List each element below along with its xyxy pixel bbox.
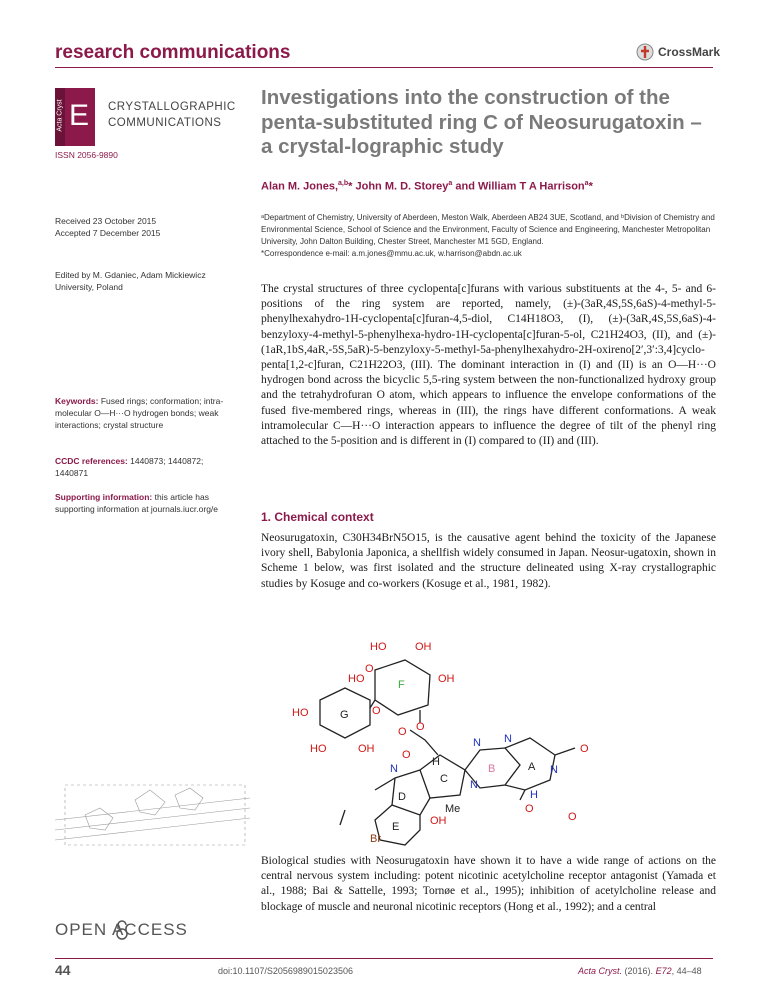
scheme-label-o5: O <box>580 743 589 755</box>
scheme-label-o8: O <box>568 811 577 823</box>
scheme-label-n4: N <box>390 763 398 775</box>
keywords-text: Fused rings; conformation; intra-molecular O—H···O hydrogen bonds; weak interactions; crystal structure <box>55 396 224 430</box>
crystal-packing-figure <box>55 780 250 850</box>
scheme-label-h1: H <box>432 756 440 768</box>
scheme-label-n1: N <box>473 737 481 749</box>
scheme-label-n5: N <box>470 779 478 791</box>
header-rule <box>55 67 713 68</box>
authors <box>261 180 593 193</box>
scheme-label-oh2: OH <box>438 673 455 685</box>
edited-by: Edited by M. Gdaniec, Adam Mickiewicz University, Poland <box>55 270 206 292</box>
crossmark-icon <box>636 43 654 61</box>
journal-name-line2: COMMUNICATIONS <box>108 117 222 129</box>
journal-name-line1: CRYSTALLOGRAPHIC <box>108 101 236 113</box>
scheme-label-ho1: HO <box>370 641 387 653</box>
abstract: The crystal structures of three cyclopenta[c]furans with various substituents at the 4-, 5- and 6-positions of the ring system are reported, namely, (±)-(3aR,4S,5S,6aS)-4-methyl-5-phenylhexahydro-1H-cyclopenta[c]furan-4,5-diol, C14H18O3, (I), (±)-(3aR,4S,5S,6aS)-4-benzyloxy-4-methyl-5-phenylhexa-hydro-1H-cyclopenta[c]furan-5-ol, C21H24O3, (II), and (±)-(1aR,1bS,4aR,-5S,5aR)-5-benzyloxy-5-methyl-5a-phenylhexahydro-2H-oxireno[2′,3′:3,4]cyclo-penta[1,2-c]furan, C21H22O3, (III). The dominant interaction in (I) and (II) is an O—H···O hydrogen bond across the bicyclic 5,5-ring system between the non-functionalized hydroxy group and the tetrahydrofuran O atom, which appears to influence the envelope conformations of the fused five-membered rings, whereas in (III), the rings have different conformations. A weak intramolecular C—H···O interaction appears to influence the degree of tilt of the phenyl ring attached to the 5-position and is different in (I) compared to (II) and (III). <box>261 283 716 448</box>
keywords-label: Keywords: <box>55 396 99 406</box>
scheme-label-n2: N <box>504 733 512 745</box>
scheme-label-br: Br <box>370 833 381 845</box>
keywords <box>55 395 225 431</box>
open-access-badge <box>55 920 188 940</box>
chemical-scheme <box>280 630 610 850</box>
scheme-ring-f: F <box>398 679 405 691</box>
scheme-label-ho4: HO <box>310 743 327 755</box>
logo-letter: E <box>69 99 90 132</box>
section-heading: 1. Chemical context <box>261 510 374 524</box>
scheme-label-oh1: OH <box>415 641 432 653</box>
scheme-label-me: Me <box>445 803 461 815</box>
scheme-label-o6: O <box>525 803 534 815</box>
journal-name <box>108 99 236 131</box>
scheme-ring-a: A <box>528 761 536 773</box>
scheme-label-o4: O <box>398 726 407 738</box>
author-3-mark: * <box>588 180 593 193</box>
journal-name-footer: Acta Cryst. <box>578 966 623 976</box>
issn: ISSN 2056-9890 <box>55 150 118 160</box>
author-1-affil: a,b <box>338 180 349 187</box>
open-lock-icon <box>115 920 129 940</box>
supporting-info <box>55 491 225 515</box>
scheme-ring-d: D <box>398 791 406 803</box>
journal-reference <box>578 966 702 976</box>
scheme-ring-e: E <box>392 821 400 833</box>
doi[interactable]: doi:10.1107/S2056989015023506 <box>218 966 353 976</box>
scheme-ring-b: B <box>488 763 496 775</box>
ccdc-references <box>55 455 225 479</box>
scheme-label-oh4: OH <box>430 815 447 827</box>
footer-rule <box>55 958 713 959</box>
supporting-label: Supporting information: <box>55 492 153 502</box>
scheme-ring-c: C <box>440 773 448 785</box>
crossmark-badge[interactable] <box>636 43 720 61</box>
affiliation-text: ᵃDepartment of Chemistry, University of Aberdeen, Meston Walk, Aberdeen AB24 3UE, Scotland, and ᵇDivision of Chemistry and Environmental Science, School of Science and the Environment, Faculty of Science and Engineering, Manchester Metropolitan University, John Dalton Building, Chester Street, Manchester M1 5GD, England. <box>261 213 715 246</box>
ccdc-text: 1440873; 1440872; 1440871 <box>55 456 204 478</box>
scheme-label-ho3: HO <box>292 707 309 719</box>
author-2: John M. D. Storey <box>355 180 449 193</box>
page-number: 44 <box>55 962 71 978</box>
journal-year: (2016). <box>624 966 656 976</box>
scheme-label-n3: N <box>550 764 558 776</box>
crossmark-label: CrossMark <box>658 45 721 59</box>
scheme-label-o3: O <box>416 721 425 733</box>
section-header: research communications <box>55 42 291 63</box>
scheme-label-o7: O <box>402 749 411 761</box>
paragraph-1: Neosurugatoxin, C30H34BrN5O15, is the causative agent behind the toxicity of the Japanese ivory shell, Babylonia Japonica, a shellfish widely consumed in Japan. Neosur-ugatoxin, shown in Scheme 1 below, was first isolated and the structure delineated using X-ray crystallographic studies by Kosuge and co-workers (Kosuge et al., 1981, 1982). <box>261 532 716 590</box>
scheme-label-ho2: HO <box>348 673 365 685</box>
dates <box>55 215 225 239</box>
ccdc-label: CCDC references: <box>55 456 128 466</box>
scheme-ring-g: G <box>340 709 349 721</box>
supporting-text[interactable]: this article has supporting information at journals.iucr.org/e <box>55 492 219 514</box>
scheme-label-o2: O <box>372 705 381 717</box>
received-date: Received 23 October 2015 <box>55 216 157 226</box>
journal-pages: , 44–48 <box>671 966 702 976</box>
scheme-label-h2: H <box>530 789 538 801</box>
author-1: Alan M. Jones, <box>261 180 339 193</box>
article-title: Investigations into the construction of the penta-substituted ring C of Neosurugatoxin – a crystal-lographic study <box>261 86 702 158</box>
author-3: and William T A Harrison <box>455 180 585 193</box>
author-1-mark: * <box>348 180 353 193</box>
accepted-date: Accepted 7 December 2015 <box>55 228 161 238</box>
author-3-affil: a <box>584 180 589 187</box>
scheme-label-o1: O <box>365 663 374 675</box>
affiliations <box>261 212 716 260</box>
logo-acta-text: Acta Cryst <box>56 99 64 132</box>
author-2-affil: a <box>448 180 453 187</box>
open-access-text: OPEN ACCESS <box>55 920 188 939</box>
correspondence[interactable]: *Correspondence e-mail: a.m.jones@mmu.ac.uk, w.harrison@abdn.ac.uk <box>261 249 522 258</box>
journal-volume: E72 <box>655 966 672 976</box>
paragraph-2: Biological studies with Neosurugatoxin have shown it to have a wide range of actions on the central nervous system including: potent nicotinic acetylcholine receptor antagonist (Yamada et al., 1988; Bai & Sattelle, 1993; Tornøe et al., 1995); inhibition of acetylcholine release and blockage of muscle and neuronal nicotinic receptors (Hong et al., 1992); and a central <box>261 855 716 913</box>
scheme-label-oh3: OH <box>358 743 375 755</box>
